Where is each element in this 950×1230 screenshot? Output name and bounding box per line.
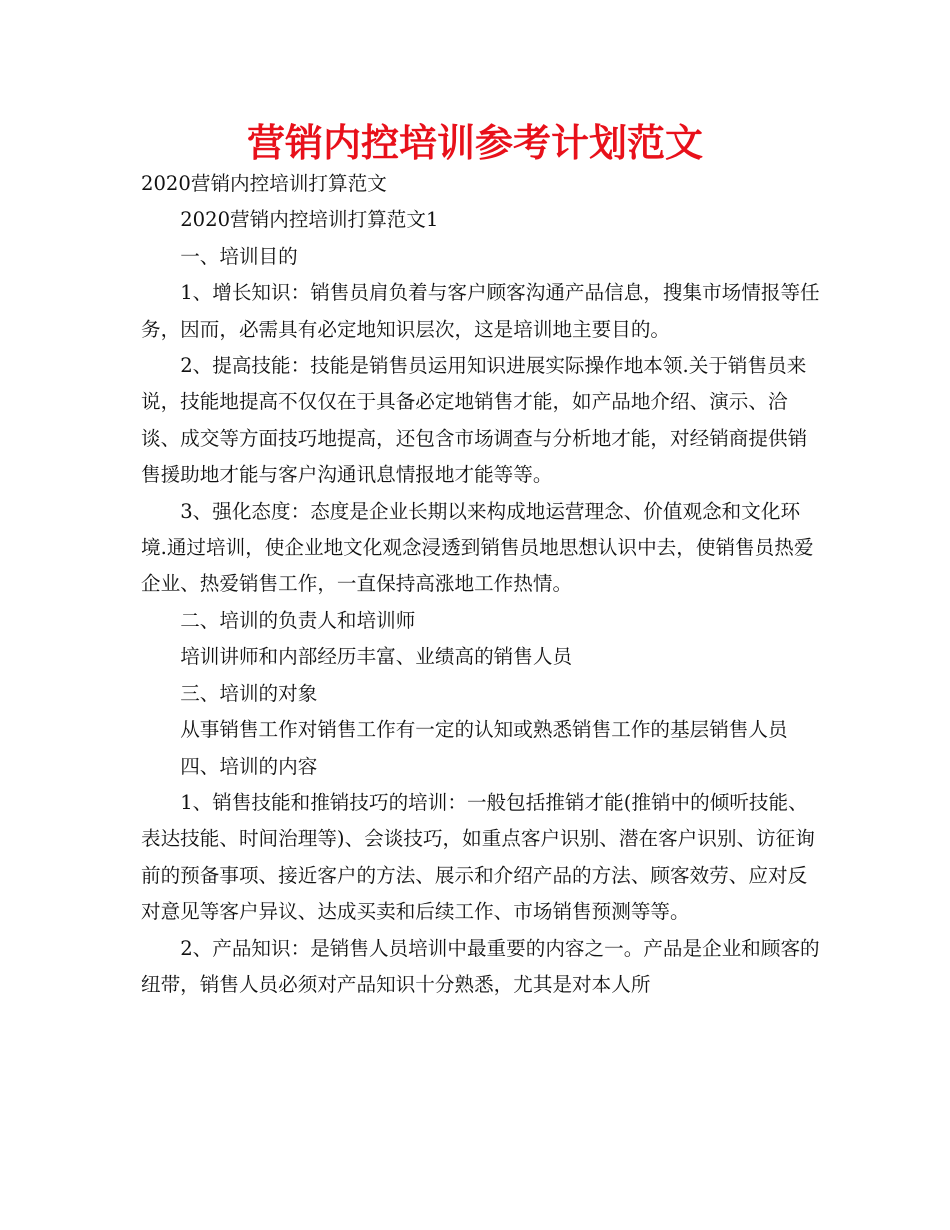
body-paragraph: 1、销售技能和推销技巧的培训：一般包括推销才能(推销中的倾听技能、表达技能、时间治理等)、会谈技巧，如重点客户识别、潜在客户识别、访征询前的预备事项、接近客户的方法、展示和介绍产品的方法、顾客效劳、应对反对意见等客户异议、达成买卖和后续工作、市场销售预测等等。	[141, 790, 815, 924]
body-paragraph: 培训讲师和内部经历丰富、业绩高的销售人员	[180, 645, 573, 669]
subtitle-line: 2020营销内控培训打算范文	[141, 172, 387, 195]
page-title: 营销内控培训参考计划范文	[246, 121, 703, 165]
body-paragraph: 从事销售工作对销售工作有一定的认知或熟悉销售工作的基层销售人员	[180, 718, 788, 742]
section-heading: 三、培训的对象	[180, 681, 318, 705]
section-heading: 一、培训目的	[180, 244, 298, 268]
document-body	[141, 166, 821, 1003]
body-paragraph: 3、强化态度：态度是企业长期以来构成地运营理念、价值观念和文化环境.通过培训，使企业地文化观念浸透到销售员地思想认识中去，使销售员热爱企业、热爱销售工作，一直保持高涨地工作热情。	[141, 499, 814, 596]
section-heading: 2020营销内控培训打算范文1	[180, 208, 439, 232]
section-heading: 二、培训的负责人和培训师	[180, 608, 416, 632]
body-paragraph: 1、增长知识：销售员肩负着与客户顾客沟通产品信息，搜集市场情报等任务，因而，必需具有必定地知识层次，这是培训地主要目的。	[141, 281, 820, 341]
body-paragraph: 2、产品知识：是销售人员培训中最重要的内容之一。产品是企业和顾客的纽带，销售人员必须对产品知识十分熟悉，尤其是对本人所	[141, 936, 820, 996]
section-heading: 四、培训的内容	[180, 754, 318, 778]
body-paragraph: 2、提高技能：技能是销售员运用知识进展实际操作地本领.关于销售员来说，技能地提高不仅仅在于具备必定地销售才能，如产品地介绍、演示、洽谈、成交等方面技巧地提高，还包含市场调查与分析地才能，对经销商提供销售援助地才能与客户沟通讯息情报地才能等等。	[141, 354, 808, 487]
